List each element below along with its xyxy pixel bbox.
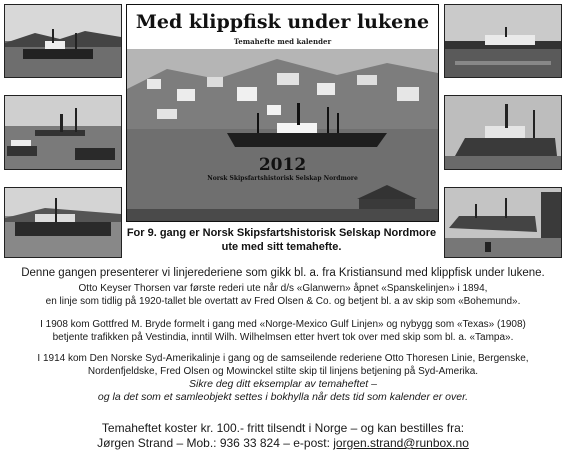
contact-prefix: Jørgen Strand – Mob.: 936 33 824 – e-post: <box>97 436 334 450</box>
calendar-cover <box>126 4 439 222</box>
cover-year: 2012 <box>258 155 307 175</box>
paragraph-line: betjente trafikken på Vestindia, inntil Wilh. Wilhelmsen etter hvert tok over med skip som bl. a. «Tampa». <box>52 331 514 343</box>
ship-harbor-image <box>5 188 121 257</box>
photo-right-3 <box>444 187 562 258</box>
photo-left-3 <box>4 187 122 258</box>
paragraph-line: I 1914 kom Den Norske Syd-Amerikalinje i gang og de samseilende rederiene Otto Thoresen Linie, Bergenske, <box>37 353 529 364</box>
intro-text <box>126 226 437 254</box>
ship-harbor-image <box>5 96 121 169</box>
main-paragraph: Denne gangen presenterer vi linjerederiene som gikk bl. a. fra Kristiansund med klippfisk under lukene. <box>21 267 545 279</box>
photo-left-2 <box>4 95 122 170</box>
italic-line: og la det som et samleobjekt settes i bokhylla når dets tid som kalender er over. <box>97 391 469 403</box>
paragraph-syd-amerika <box>4 353 562 378</box>
ship-harbor-image <box>445 5 561 77</box>
italic-line: Sikre deg ditt eksemplar av temaheftet – <box>189 378 377 390</box>
cover-organization: Norsk Skipsfartshistorisk Selskap Nordmore <box>207 175 358 182</box>
italic-appeal <box>4 378 562 404</box>
email-link[interactable]: jorgen.strand@runbox.no <box>333 436 469 450</box>
paragraph-line: Nordenfjeldske, Fred Olsen og Mowinckel stilte skip til linjens betjening på Syd-Amerika. <box>87 365 479 377</box>
paragraph-thorsen <box>4 283 562 308</box>
photo-right-1 <box>444 4 562 78</box>
photo-right-2 <box>444 95 562 170</box>
intro-line-2: ute med sitt temahefte. <box>221 241 342 253</box>
ship-harbor-image <box>5 5 121 77</box>
contact-line <box>4 436 562 451</box>
harbor-town-photo <box>127 49 438 221</box>
paragraph-line: I 1908 kom Gottfred M. Bryde formelt i gang med «Norge-Mexico Gulf Linjen» og nybygg som «Texas» (1908) <box>40 319 526 330</box>
ship-harbor-image <box>445 188 561 257</box>
photo-left-1 <box>4 4 122 78</box>
paragraph-bryde <box>4 319 562 344</box>
price-line: Temaheftet koster kr. 100.- fritt tilsendt i Norge – og kan bestilles fra: <box>101 421 465 435</box>
cover-subtitle: Temahefte med kalender <box>233 37 332 46</box>
paragraph-line: en linje som tidlig på 1920-tallet ble overtatt av Fred Olsen & Co. og betjent bl. a av skip som «Bohemund». <box>45 295 521 307</box>
intro-line-1: For 9. gang er Norsk Skipsfartshistorisk Selskap Nordmore <box>126 227 437 239</box>
paragraph-line: Otto Keyser Thorsen var første rederi ute når d/s «Glanwern» åpnet «Spanskelinjen» i 1894, <box>78 283 488 294</box>
ship-harbor-image <box>445 96 561 169</box>
cover-title: Med klippfisk under lukene <box>135 11 430 33</box>
